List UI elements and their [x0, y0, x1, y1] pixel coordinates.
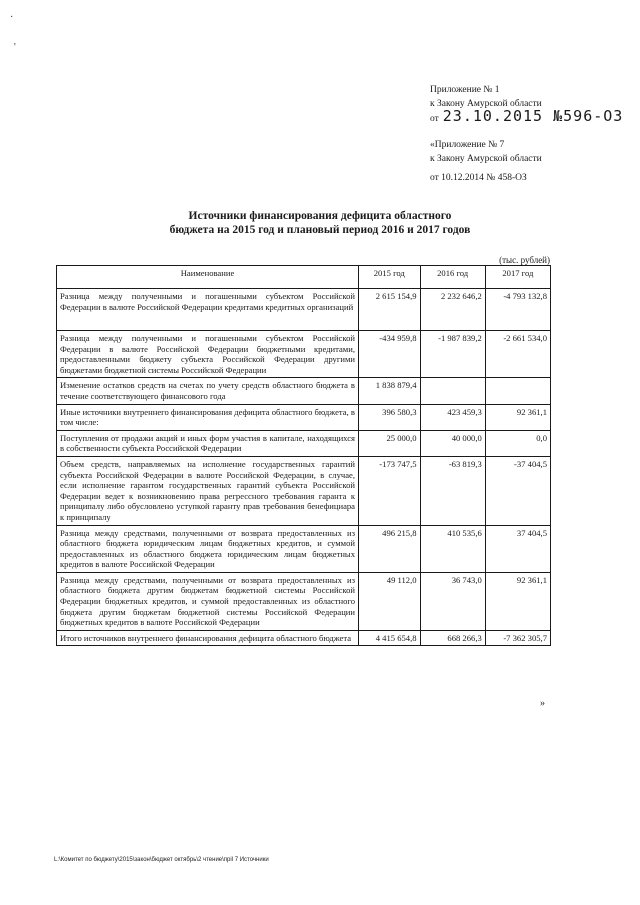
header-2015: 2015 год: [359, 266, 421, 289]
row-name: Разница между средствами, полученными от возврата предоставленных из областного бюджета юридическим лицам бюджетных кредитов, и суммой предоставленных из областного бюджета юридическим лицам бюджетных кредитов в валюте Российской Федерации: [57, 525, 359, 572]
table-row: [57, 572, 551, 630]
scan-mark-2: ': [14, 42, 16, 53]
table-row: [57, 378, 551, 404]
row-value-2015: -434 959,8: [359, 331, 421, 378]
row-name: Разница между полученными и погашенными субъектом Российской Федерации в валюте Российской Федерации кредитами кредитных организаций: [57, 289, 359, 331]
row-value-2017: [485, 378, 550, 404]
header-2017: 2017 год: [485, 266, 550, 289]
row-value-2017: 37 404,5: [485, 525, 550, 572]
row-name: Разница между средствами, полученными от возврата предоставленных из областного бюджета другим бюджетам бюджетной системы Российской Федерации бюджетных кредитов, и суммой предоставленных из областного бюджета другим бюджетам бюджетной системы Российской Федерации бюджетных кредитов в валюте Российской Федерации: [57, 572, 359, 630]
row-name: Поступления от продажи акций и иных форм участия в капитале, находящихся в собственности субъекта Российской Федерации: [57, 430, 359, 456]
row-value-2015: 1 838 879,4: [359, 378, 421, 404]
title-line-1: Источники финансирования дефицита областного: [188, 210, 452, 222]
row-name: Изменение остатков средств на счетах по учету средств областного бюджета в течение соответствующего финансового года: [57, 378, 359, 404]
row-value-2016: 36 743,0: [420, 572, 485, 630]
table-row: [57, 525, 551, 572]
row-value-2017: -4 793 132,8: [485, 289, 550, 331]
law-date-number: [430, 107, 623, 125]
header-2016: 2016 год: [420, 266, 485, 289]
table-row: [57, 456, 551, 525]
row-value-2017: 0,0: [485, 430, 550, 456]
table-row: [57, 404, 551, 430]
law-reference-2-date: от 10.12.2014 № 458-ОЗ: [430, 173, 527, 183]
row-value-2015: -173 747,5: [359, 456, 421, 525]
title-line-2: бюджета на 2015 год и плановый период 2016 и 2017 годов: [169, 224, 471, 236]
table-row: [57, 289, 551, 331]
closing-quote: »: [540, 698, 545, 709]
row-value-2016: 2 232 646,2: [420, 289, 485, 331]
row-value-2016: 40 000,0: [420, 430, 485, 456]
row-value-2017: -37 404,5: [485, 456, 550, 525]
row-name: Объем средств, направляемых на исполнение государственных гарантий субъекта Российской Федерации в валюте Российской Федерации, в случае, если исполнение гарантом государственных гарантий субъекта Российской Федерации ведет к возникновению права регрессного требования гаранта к принципалу либо обусловлено уступкой гаранту прав требования бенефициара к принципалу: [57, 456, 359, 525]
row-value-2015: 4 415 654,8: [359, 630, 421, 646]
row-name: Разница между полученными и погашенными субъектом Российской Федерации в валюте Российской Федерации бюджетными кредитами, предоставленными бюджету субъекта Российской Федерации другими бюджетами бюджетной системы Российской Федерации: [57, 331, 359, 378]
row-value-2015: 396 580,3: [359, 404, 421, 430]
row-value-2016: -1 987 839,2: [420, 331, 485, 378]
table-row: [57, 430, 551, 456]
row-value-2017: -2 661 534,0: [485, 331, 550, 378]
row-value-2015: 496 215,8: [359, 525, 421, 572]
file-path-footer: L:\Комитет по бюджету\2015\закон\бюджет октябрь\2 чтение\прil 7 Источники: [54, 857, 269, 863]
row-name: Итого источников внутреннего финансирования дефицита областного бюджета: [57, 630, 359, 646]
appendix-1-label: Приложение № 1: [430, 85, 500, 95]
row-value-2016: 668 266,3: [420, 630, 485, 646]
page-title: [110, 209, 530, 237]
law-date-number-value: 23.10.2015 №596-ОЗ: [442, 107, 624, 125]
row-value-2017: -7 362 305,7: [485, 630, 550, 646]
financing-sources-table: [56, 265, 551, 646]
appendix-7-label: «Приложение № 7: [430, 140, 505, 150]
row-value-2016: -63 819,3: [420, 456, 485, 525]
row-value-2017: 92 361,1: [485, 572, 550, 630]
law-prefix: от: [430, 114, 439, 124]
row-value-2017: 92 361,1: [485, 404, 550, 430]
table-row: [57, 630, 551, 646]
table-row: [57, 331, 551, 378]
row-value-2016: [420, 378, 485, 404]
law-reference: к Закону Амурской области: [430, 99, 542, 109]
table-header-row: [57, 266, 551, 289]
row-value-2015: 49 112,0: [359, 572, 421, 630]
row-name: Иные источники внутреннего финансирования дефицита областного бюджета, в том числе:: [57, 404, 359, 430]
row-value-2016: 423 459,3: [420, 404, 485, 430]
header-name: Наименование: [57, 266, 359, 289]
row-value-2016: 410 535,6: [420, 525, 485, 572]
row-value-2015: 25 000,0: [359, 430, 421, 456]
scan-mark-1: ·: [10, 12, 14, 23]
row-value-2015: 2 615 154,9: [359, 289, 421, 331]
law-reference-2: к Закону Амурской области: [430, 154, 542, 164]
units-label: (тыс. рублей): [499, 255, 550, 265]
